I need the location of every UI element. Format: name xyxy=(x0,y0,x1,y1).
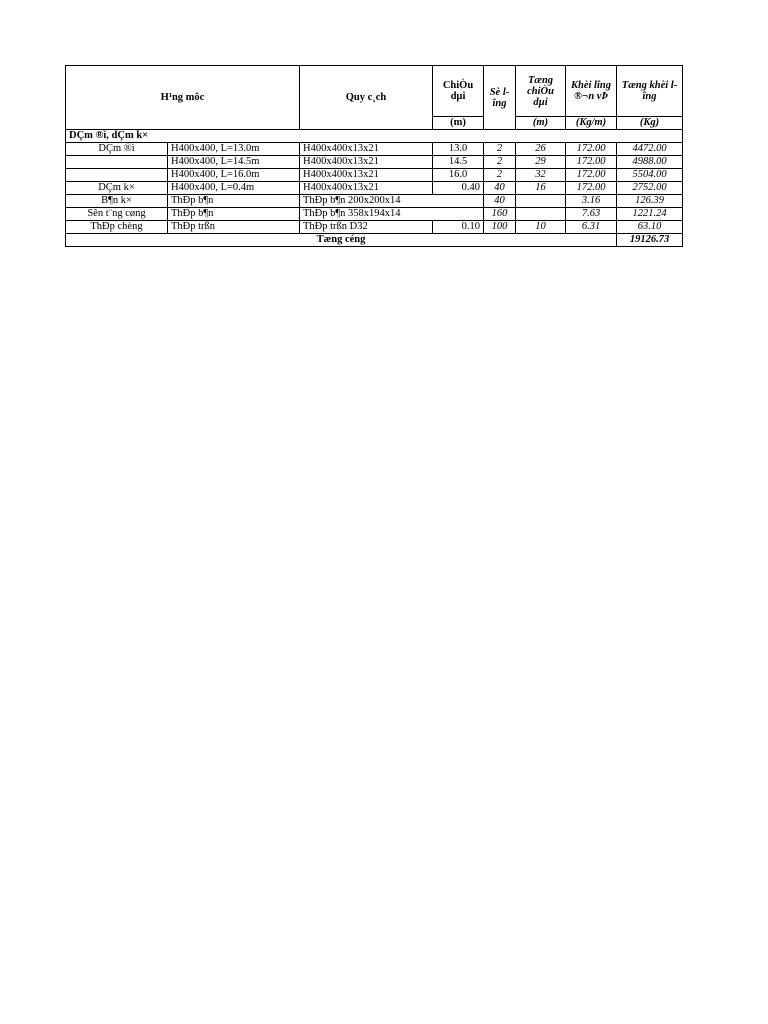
row-unit-weight: 3.16 xyxy=(566,195,617,208)
row-count: 40 xyxy=(484,195,516,208)
row-length xyxy=(433,195,484,208)
header-spec: Quy c¸ch xyxy=(300,66,433,130)
row-count: 160 xyxy=(484,208,516,221)
table-row xyxy=(66,221,683,234)
row-total-length: 26 xyxy=(516,143,566,156)
group-title: DÇm ®ì, dÇm k× xyxy=(66,130,683,143)
row-spec: H400x400x13x21 xyxy=(300,143,433,156)
total-value: 19126.73 xyxy=(617,234,683,247)
row-total-length: 10 xyxy=(516,221,566,234)
table-row xyxy=(66,156,683,169)
row-total-length xyxy=(516,208,566,221)
row-total-weight: 1221.24 xyxy=(617,208,683,221)
row-count: 2 xyxy=(484,156,516,169)
row-spec: H400x400x13x21 xyxy=(300,169,433,182)
row-item xyxy=(66,156,168,169)
row-section: ThÐp trßn xyxy=(168,221,300,234)
header-total-weight: Tæng khèi lîng xyxy=(617,66,683,117)
row-total-weight: 4472.00 xyxy=(617,143,683,156)
row-total-weight: 2752.00 xyxy=(617,182,683,195)
row-count: 40 xyxy=(484,182,516,195)
row-section: ThÐp b¶n xyxy=(168,208,300,221)
unit-total-weight: (Kg) xyxy=(617,117,683,130)
table-row xyxy=(66,182,683,195)
row-total-weight: 4988.00 xyxy=(617,156,683,169)
row-unit-weight: 172.00 xyxy=(566,182,617,195)
row-length: 0.40 xyxy=(433,182,484,195)
row-spec: H400x400x13x21 xyxy=(300,156,433,169)
unit-unit-weight: (Kg/m) xyxy=(566,117,617,130)
row-item: ThÐp chèng xyxy=(66,221,168,234)
header-unit-weight: Khèi lîng ®¬n vÞ xyxy=(566,66,617,117)
material-table xyxy=(65,65,683,247)
row-unit-weight: 172.00 xyxy=(566,156,617,169)
row-unit-weight: 7.63 xyxy=(566,208,617,221)
total-row xyxy=(66,234,683,247)
row-total-length xyxy=(516,195,566,208)
row-item: DÇm k× xyxy=(66,182,168,195)
row-total-weight: 126.39 xyxy=(617,195,683,208)
table-row xyxy=(66,143,683,156)
row-length: 13.0 xyxy=(433,143,484,156)
row-count: 2 xyxy=(484,143,516,156)
row-item: DÇm ®ì xyxy=(66,143,168,156)
row-length: 14.5 xyxy=(433,156,484,169)
table-row xyxy=(66,208,683,221)
row-section: H400x400, L=16.0m xyxy=(168,169,300,182)
header-count: Sè lîng xyxy=(484,66,516,130)
row-total-length: 16 xyxy=(516,182,566,195)
row-length: 16.0 xyxy=(433,169,484,182)
row-total-weight: 5504.00 xyxy=(617,169,683,182)
row-count: 2 xyxy=(484,169,516,182)
row-length xyxy=(433,208,484,221)
row-section: H400x400, L=0.4m xyxy=(168,182,300,195)
row-total-weight: 63.10 xyxy=(617,221,683,234)
row-count: 100 xyxy=(484,221,516,234)
row-spec: ThÐp b¶n 200x200x14 xyxy=(300,195,433,208)
unit-length: (m) xyxy=(433,117,484,130)
table-row xyxy=(66,169,683,182)
row-length: 0.10 xyxy=(433,221,484,234)
table-row xyxy=(66,195,683,208)
row-total-length: 32 xyxy=(516,169,566,182)
row-total-length: 29 xyxy=(516,156,566,169)
row-section: ThÐp b¶n xyxy=(168,195,300,208)
row-item xyxy=(66,169,168,182)
row-section: H400x400, L=14.5m xyxy=(168,156,300,169)
total-label: Tæng céng xyxy=(66,234,617,247)
unit-total-length: (m) xyxy=(516,117,566,130)
header-item: H¹ng môc xyxy=(66,66,300,130)
row-spec: ThÐp trßn D32 xyxy=(300,221,433,234)
row-section: H400x400, L=13.0m xyxy=(168,143,300,156)
row-unit-weight: 6.31 xyxy=(566,221,617,234)
row-item: B¶n k× xyxy=(66,195,168,208)
row-item: Sên t¨ng cøng xyxy=(66,208,168,221)
header-total-length: Tæng chiÒu dµi xyxy=(516,66,566,117)
row-unit-weight: 172.00 xyxy=(566,143,617,156)
row-spec: ThÐp b¶n 358x194x14 xyxy=(300,208,433,221)
row-spec: H400x400x13x21 xyxy=(300,182,433,195)
row-unit-weight: 172.00 xyxy=(566,169,617,182)
header-length: ChiÒu dµi xyxy=(433,66,484,117)
